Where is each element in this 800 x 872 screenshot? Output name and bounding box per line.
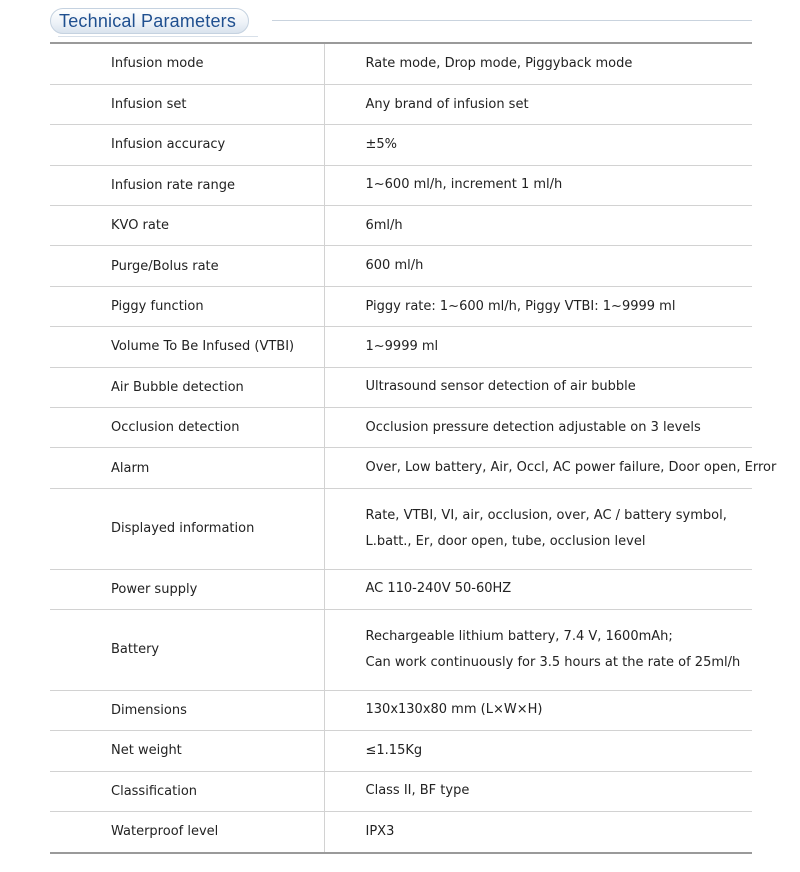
parameter-name: Air Bubble detection	[50, 367, 324, 407]
parameter-value	[324, 206, 752, 246]
parameter-value-line: Occlusion pressure detection adjustable on 3 levels	[365, 419, 701, 435]
table-row	[50, 286, 752, 326]
parameter-value-line: 6ml/h	[365, 217, 403, 233]
section-header-tab	[50, 8, 249, 34]
table-row	[50, 165, 752, 205]
parameter-name: Infusion mode	[50, 44, 324, 84]
parameter-value	[324, 125, 752, 165]
parameter-value-line: Any brand of infusion set	[365, 96, 529, 112]
parameter-name: Dimensions	[50, 690, 324, 730]
parameter-name: Alarm	[50, 448, 324, 488]
parameter-value-line: Rate mode, Drop mode, Piggyback mode	[365, 55, 633, 71]
section-header	[50, 6, 752, 36]
parameter-name: Net weight	[50, 731, 324, 771]
parameter-value	[324, 811, 752, 851]
parameter-value	[324, 690, 752, 730]
parameter-value-line: Rechargeable lithium battery, 7.4 V, 1600mAh;	[365, 628, 673, 644]
parameter-value	[324, 246, 752, 286]
table-row	[50, 811, 752, 851]
parameter-name: Power supply	[50, 569, 324, 609]
table-row	[50, 569, 752, 609]
table-row	[50, 327, 752, 367]
parameter-value-line: ±5%	[365, 136, 398, 152]
table-row	[50, 488, 752, 569]
table-row	[50, 690, 752, 730]
parameter-value-line: ≤1.15Kg	[365, 742, 423, 758]
parameter-name: Piggy function	[50, 286, 324, 326]
parameter-name: Classification	[50, 771, 324, 811]
section-title: Technical Parameters	[59, 10, 237, 31]
table-row	[50, 84, 752, 124]
parameter-value-line: 1~600 ml/h, increment 1 ml/h	[365, 177, 563, 193]
table-row	[50, 125, 752, 165]
parameter-value	[324, 731, 752, 771]
table-row	[50, 44, 752, 84]
parameter-value	[324, 569, 752, 609]
parameter-value-line: Class II, BF type	[365, 783, 470, 799]
technical-parameters-table	[50, 42, 777, 854]
parameter-value-line: 1~9999 ml	[365, 338, 439, 354]
table-row	[50, 731, 752, 771]
parameter-name: Battery	[50, 609, 324, 690]
parameter-name: Infusion set	[50, 84, 324, 124]
table-body	[50, 44, 777, 852]
parameter-value-line: L.batt., Er, door open, tube, occlusion level	[365, 533, 646, 549]
parameter-value	[324, 44, 752, 84]
parameter-name: Infusion accuracy	[50, 125, 324, 165]
parameter-value-line: Can work continuously for 3.5 hours at the rate of 25ml/h	[365, 654, 741, 670]
parameter-value-line: IPX3	[365, 823, 395, 839]
table-row	[50, 367, 752, 407]
table-row	[50, 771, 752, 811]
header-underline	[58, 36, 258, 37]
parameter-value	[324, 771, 752, 811]
parameter-name: Purge/Bolus rate	[50, 246, 324, 286]
parameter-value	[324, 84, 752, 124]
parameter-value	[324, 448, 777, 488]
parameter-name: Volume To Be Infused (VTBI)	[50, 327, 324, 367]
table-row	[50, 448, 752, 488]
table-row	[50, 408, 752, 448]
parameter-value-line: AC 110-240V 50-60HZ	[365, 581, 512, 597]
parameter-name: Displayed information	[50, 488, 324, 569]
parameter-value-line: 130x130x80 mm (L×W×H)	[365, 702, 543, 718]
table-row	[50, 206, 752, 246]
parameter-value-line: Piggy rate: 1~600 ml/h, Piggy VTBI: 1~9999 ml	[365, 298, 676, 314]
parameter-value-line: Over, Low battery, Air, Occl, AC power failure, Door open, Error	[365, 460, 777, 476]
parameter-value-line: Ultrasound sensor detection of air bubble	[365, 379, 636, 395]
parameter-value	[324, 286, 752, 326]
parameter-name: KVO rate	[50, 206, 324, 246]
parameter-value	[324, 367, 752, 407]
table-row	[50, 246, 752, 286]
parameter-name: Infusion rate range	[50, 165, 324, 205]
parameter-value	[324, 327, 752, 367]
parameter-value	[324, 609, 752, 690]
header-divider-line	[272, 20, 752, 21]
parameter-name: Occlusion detection	[50, 408, 324, 448]
parameter-value	[324, 165, 752, 205]
table-row	[50, 609, 752, 690]
parameter-value	[324, 488, 752, 569]
parameter-name: Waterproof level	[50, 811, 324, 851]
parameter-value-line: Rate, VTBI, VI, air, occlusion, over, AC / battery symbol,	[365, 507, 727, 523]
parameter-value	[324, 408, 752, 448]
parameter-value-line: 600 ml/h	[365, 258, 424, 274]
